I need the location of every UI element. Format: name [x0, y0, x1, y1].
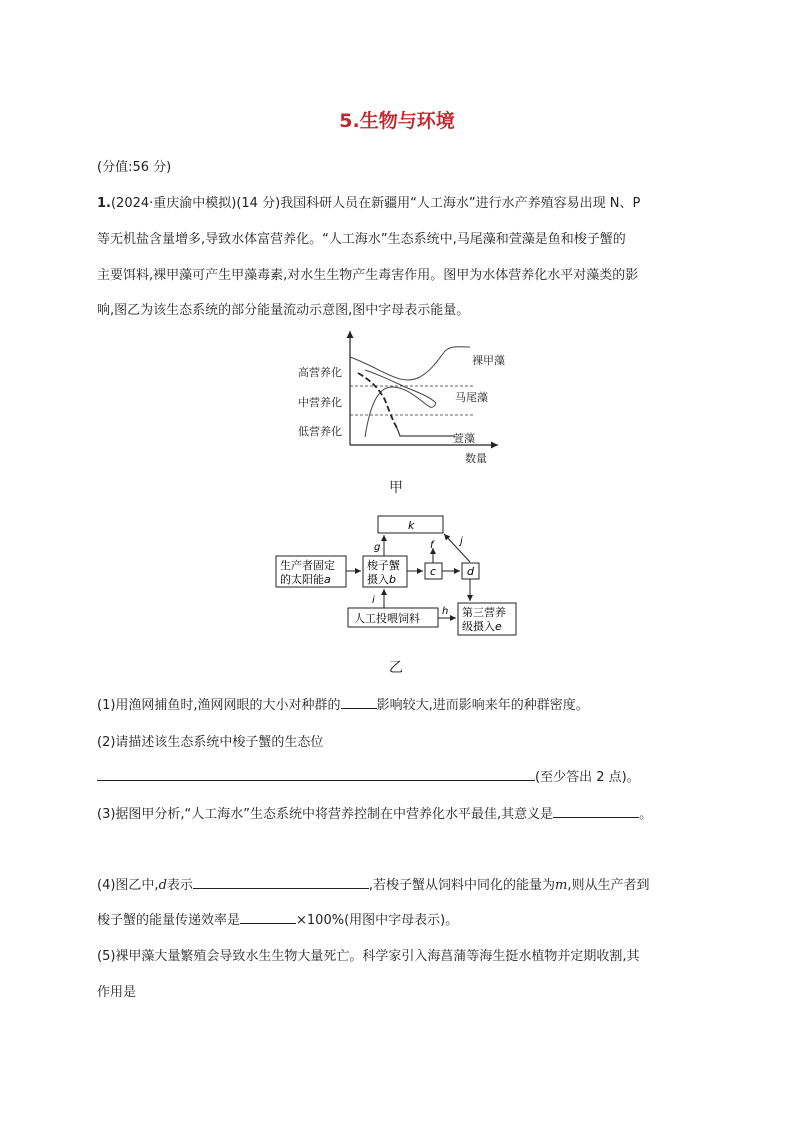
curve-xuanzao — [358, 373, 397, 428]
curve-xuanzao-tail — [397, 428, 455, 436]
svg-text:人工投喂饲料: 人工投喂饲料 — [354, 612, 420, 625]
q1-line-1 — [97, 192, 640, 211]
svg-text:第三营养: 第三营养 — [462, 606, 506, 619]
curve-maweizao — [365, 370, 436, 437]
sub-question-2: (2)请描述该生态系统中梭子蟹的生态位 — [97, 735, 324, 750]
label-maweizao: 马尾藻 — [455, 391, 488, 404]
q1-line-4: 响,图乙为该生态系统的部分能量流动示意图,图中字母表示能量。 — [97, 303, 470, 318]
answer-blank-1[interactable] — [341, 695, 377, 709]
y-label-low: 低营养化 — [298, 425, 342, 438]
sub-question-3: (3)据图甲分析,“人工海水”生态系统中将营养控制在中营养化水平最佳,其意义是 。 — [97, 803, 652, 822]
q1-text-1: (2024·重庆渝中模拟)(14 分)我国科研人员在新疆用“人工海水”进行水产养殖容易出现 N、P — [110, 196, 641, 211]
svg-text:梭子蟹: 梭子蟹 — [367, 559, 400, 572]
answer-blank-4b[interactable] — [240, 910, 296, 924]
sub-question-2-answer: (至少答出 2 点)。 — [97, 766, 640, 785]
svg-text:c: c — [430, 565, 437, 578]
y-label-mid: 中营养化 — [298, 396, 342, 409]
svg-text:级摄入e: 级摄入e — [462, 620, 502, 633]
label-xuanzao: 萱藻 — [453, 432, 475, 445]
svg-text:i: i — [372, 595, 375, 606]
answer-blank-4a[interactable] — [193, 875, 369, 889]
sub-question-4: (4)图乙中,d表示 ,若梭子蟹从饲料中同化的能量为m,则从生产者到 — [97, 874, 650, 893]
q1-line-2: 等无机盐含量增多,导致水体富营养化。“人工海水”生态系统中,马尾藻和萱藻是鱼和梭子蟹的 — [97, 232, 626, 247]
q1-line-3: 主要饵料,裸甲藻可产生甲藻毒素,对水生生物产生毒害作用。图甲为水体营养化水平对藻类的影 — [97, 268, 639, 283]
label-luojiazao: 裸甲藻 — [472, 354, 505, 367]
svg-text:的太阳能a: 的太阳能a — [280, 573, 331, 586]
x-axis-label: 数量 — [465, 452, 487, 465]
figure-jia-caption: 甲 — [389, 480, 403, 496]
sub-question-5-cont: 作用是 — [97, 985, 137, 1000]
answer-blank-3[interactable] — [553, 804, 639, 818]
score-note: (分值:56 分) — [97, 160, 172, 175]
y-label-high: 高营养化 — [298, 366, 342, 379]
svg-text:j: j — [460, 536, 463, 547]
q1-number: 1. — [97, 196, 111, 211]
page-title: 5.生物与环境 — [339, 110, 455, 132]
svg-text:h: h — [442, 606, 449, 617]
sub-question-5: (5)裸甲藻大量繁殖会导致水生生物大量死亡。科学家引入海菖蒲等海生挺水植物并定期收割,其 — [97, 949, 640, 964]
svg-text:生产者固定: 生产者固定 — [280, 559, 335, 572]
svg-text:d: d — [467, 565, 474, 578]
sub-question-1: (1)用渔网捕鱼时,渔网网眼的大小对种群的 影响较大,进而影响来年的种群密度。 — [97, 694, 589, 713]
svg-text:f: f — [430, 540, 434, 551]
curve-luojiazao — [350, 347, 470, 380]
svg-text:k: k — [408, 519, 415, 532]
figure-yi — [270, 508, 530, 643]
figure-jia — [290, 325, 520, 470]
answer-blank-2[interactable] — [97, 767, 535, 781]
svg-text:摄入b: 摄入b — [367, 573, 396, 586]
sub-question-4-cont: 梭子蟹的能量传递效率是 ×100%(用图中字母表示)。 — [97, 909, 458, 928]
figure-yi-caption: 乙 — [389, 660, 403, 676]
svg-text:g: g — [374, 542, 381, 553]
